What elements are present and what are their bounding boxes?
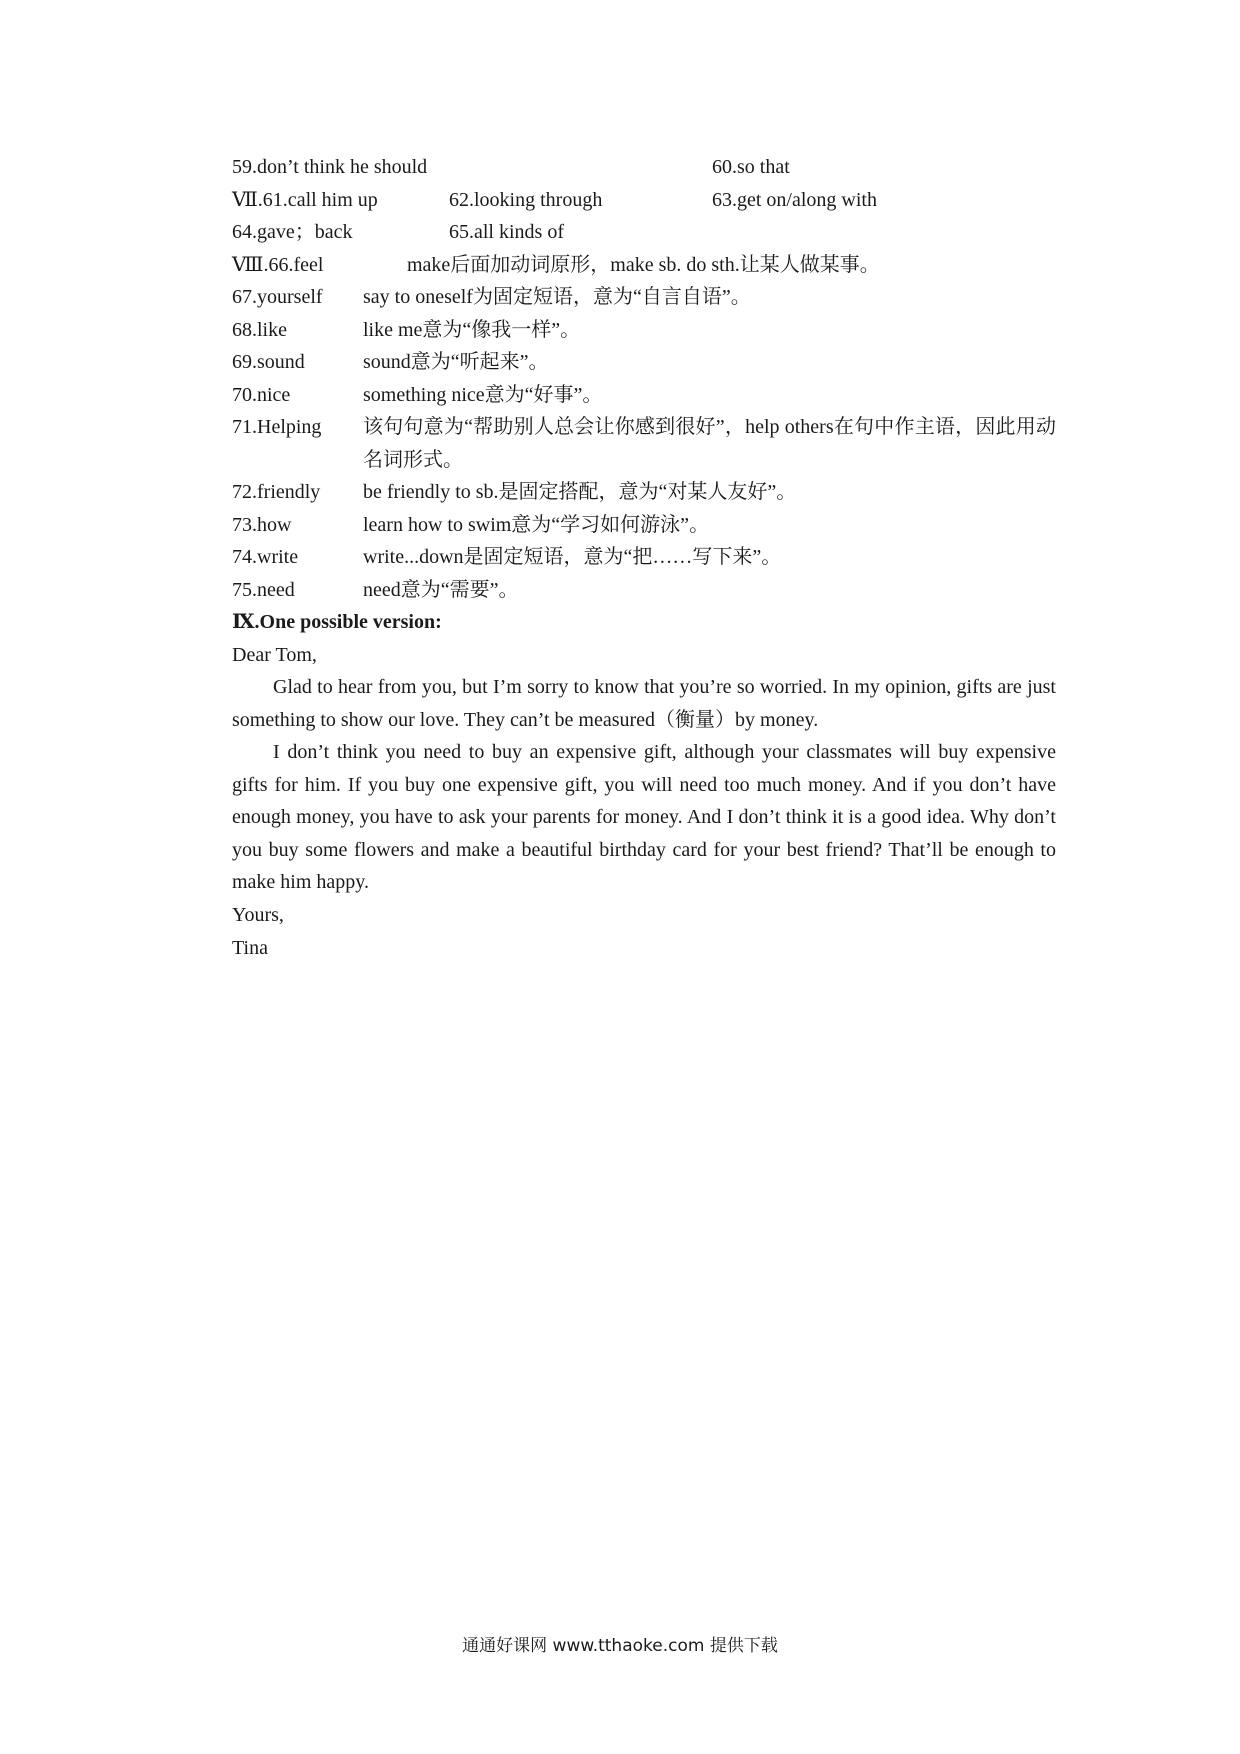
answer-71: 71.Helping [232, 416, 322, 438]
answer-67: 67.yourself [232, 286, 323, 308]
explanation-73: learn how to swim意为“学习如何游泳”。 [363, 514, 710, 536]
explanation-70: something nice意为“好事”。 [363, 384, 603, 406]
explanation-74: write...down是固定短语，意为“把……写下来”。 [363, 546, 782, 568]
explanation-67: say to oneself为固定短语，意为“自言自语”。 [363, 286, 751, 308]
letter-paragraph-2: I don’t think you need to buy an expensive gift, although your classmates will buy expensive gifts for him. If you buy one expensive gift, you will need too much money. And if you don’t have enough money, you have to ask your parents for money. And I don’t think it is a good idea. Why don’t you buy some flowers and make a beautiful birthday card for your best friend? That’ll be enough to make him happy. [232, 741, 1056, 893]
answer-66: Ⅷ.66.feel [232, 254, 324, 276]
answer-74: 74.write [232, 546, 299, 568]
answer-70: 70.nice [232, 384, 291, 406]
page-footer: 通通好课网 www.tthaoke.com 提供下载 [462, 1636, 778, 1656]
letter-closing: Yours, [232, 904, 284, 926]
answer-68: 68.like [232, 319, 287, 341]
letter-signature: Tina [232, 937, 268, 959]
section-heading: Ⅸ.One possible version: [232, 611, 442, 633]
answer-69: 69.sound [232, 351, 305, 373]
answer-64: 64.gave；back [232, 221, 353, 243]
answer-63: 63.get on/along with [712, 189, 877, 211]
answer-60: 60.so that [712, 156, 790, 178]
answer-59: 59.don’t think he should [232, 156, 428, 178]
answer-75: 75.need [232, 579, 295, 601]
letter-salutation: Dear Tom, [232, 644, 317, 666]
answer-72: 72.friendly [232, 481, 321, 503]
explanation-72: be friendly to sb.是固定搭配，意为“对某人友好”。 [363, 481, 797, 503]
letter-paragraph-1: Glad to hear from you, but I’m sorry to know that you’re so worried. In my opinion, gifts are just something to show our love. They can’t be measured（衡量）by money. [232, 676, 1056, 731]
answer-73: 73.how [232, 514, 292, 536]
answer-62: 62.looking through [449, 189, 603, 211]
explanation-75: need意为“需要”。 [363, 579, 519, 601]
explanation-69: sound意为“听起来”。 [363, 351, 549, 373]
explanation-71: 该句句意为“帮助别人总会让你感到很好”，help others在句中作主语，因此用动名词形式。 [363, 416, 1056, 471]
explanation-66: make后面加动词原形，make sb. do sth.让某人做某事。 [407, 254, 880, 276]
explanation-68: like me意为“像我一样”。 [363, 319, 581, 341]
answer-65: 65.all kinds of [449, 221, 564, 243]
answer-61: Ⅶ.61.call him up [232, 189, 378, 211]
